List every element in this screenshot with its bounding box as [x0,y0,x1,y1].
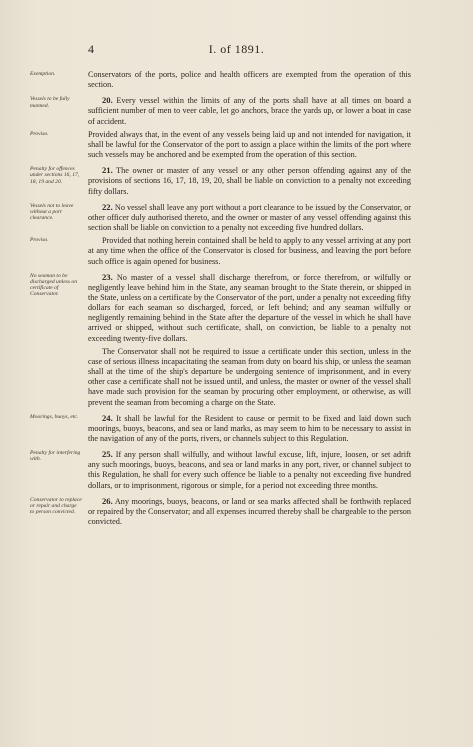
paragraph [88,449,411,491]
page-header [0,42,473,56]
paragraph-text: Conservators of the ports, police and health officers are exempted from the operation of this section. [88,70,411,90]
section-block [0,95,473,126]
section-block [0,70,473,90]
section-block [0,130,473,160]
margin-note: No seaman to be discharged unless on certificate of Conservator. [30,272,78,298]
section-block [0,202,473,233]
section-number: 25. [102,449,113,460]
margin-note: Vessels not to leave without a port clearance. [30,202,74,222]
section-block [0,236,473,266]
margin-note: Penalty for offences under sections 16, 17, 18, 19 and 20. [30,166,80,185]
margin-note: Conservator to replace or repair and charge to person convicted. [30,496,82,516]
paragraph [88,347,411,408]
paragraph-text: If any person shall wilfully, and without lawful excuse, lift, injure, loosen, or set adrift any such moorings, buoys, beacons, and sea or land marks in any port, river, or channel subject to this Regulation, he shall for every such offence be liable to a penalty not exceeding five hundred dollars, or to imprisonment, rigorous or simple, for a period not exceeding three months. [88,450,412,490]
paragraph [88,130,411,160]
running-head: I. of 1891. [208,42,265,56]
margin-note: Penalty for interfering with. [30,450,81,463]
section-block [0,449,473,491]
paragraph [88,70,411,90]
paragraph [88,272,411,344]
paragraph-text: No vessel shall leave any port without a port clearance to be issued by the Conservator, or other officer duly authorised thereto, and the owner or master of any vessel offending against this section shall be liable on conviction to a penalty not exceeding five hundred dollars. [88,202,412,233]
margin-note: Exemption. [30,71,56,77]
section-block [0,272,473,344]
section-number: 20. [102,95,113,106]
paragraph-text: Any moorings, buoys, beacons, or land or sea marks affected shall be forthwith replaced or repaired by the Conservator; and all expenses incurred thereby shall be chargeable to the person convicted. [88,496,411,527]
paragraph [88,202,411,233]
margin-note: Vessels to be fully manned. [30,96,70,109]
paragraph-text: Provided that nothing herein contained shall be held to apply to any vessel arriving at any port at any time when the office of the Conservator is closed for business, and leaving the port before such office is again opened for business. [88,236,411,266]
paragraph [88,95,411,126]
section-block [0,347,473,408]
paragraph [88,236,411,266]
section-number: 23. [102,271,113,282]
paragraph-text: The Conservator shall not be required to issue a certificate under this section, unless in the case of serious illness incapacitating the seaman from duty on board his ship, or unless the seaman shall at the time of the ship's departure be undergoing sentence of imprisonment, and in every other case a certificate shall not be issued until, and unless, the master or owner of the vessel shall have made such provision for the seaman by procuring other employment, or otherwise, as will prevent the seaman from becoming a charge on the State. [88,346,411,407]
margin-note: Proviso. [30,237,49,244]
paragraph-text: No master of a vessel shall discharge therefrom, or force therefrom, or wilfully or negligently leave behind him in the State, any seaman brought to the State therein, or shipped in the State, unless on a certificate by the Conservator of the port, under a penalty not exceeding fifty dollars for each seaman so discharged, forced, or left behind; and any seaman wilfully or negligently remaining behind in the State after the departure of the vessel in which he shall have arrived or shipped, without such certificate, shall, on conviction, be liable to a penalty not exceeding twenty-five dollars. [88,272,411,343]
margin-note: Proviso. [30,130,49,137]
section-block [0,496,473,527]
section-block [0,413,473,444]
paragraph-text: It shall be lawful for the Resident to cause or permit to be fixed and laid down such moorings, buoys, beacons, and sea or land marks, as may seem to him to be necessary to assist in the navigation of any of the ports, rivers, or channels subject to this Regulation. [88,413,412,443]
section-number: 22. [102,201,113,212]
paragraph [88,413,411,444]
paragraph [88,165,411,196]
section-number: 26. [102,495,113,506]
page-number: 4 [88,42,95,56]
margin-note: Moorings, buoys, etc. [30,413,79,420]
section-number: 24. [102,412,113,423]
paragraph-text: Every vessel within the limits of any of the ports shall have at all times on board a sufficient number of men to veer cable, let go anchors, brace the yards up, or lower a boat in case of accident. [88,96,411,126]
section-block [0,165,473,196]
section-number: 21. [102,165,113,176]
document-body [0,70,473,527]
paragraph [88,496,411,527]
paragraph-text: Provided always that, in the event of any vessels being laid up and not intended for navigation, it shall be lawful for the Conservator of the port to assign a place within the limits of the port where such vessels may be anchored and be exempted from the operation of this section. [88,129,411,160]
paragraph-text: The owner or master of any vessel or any other person offending against any of the provisions of sections 16, 17, 18, 19, 20, shall be liable on conviction to a penalty not exceeding fifty dollars. [88,166,411,196]
